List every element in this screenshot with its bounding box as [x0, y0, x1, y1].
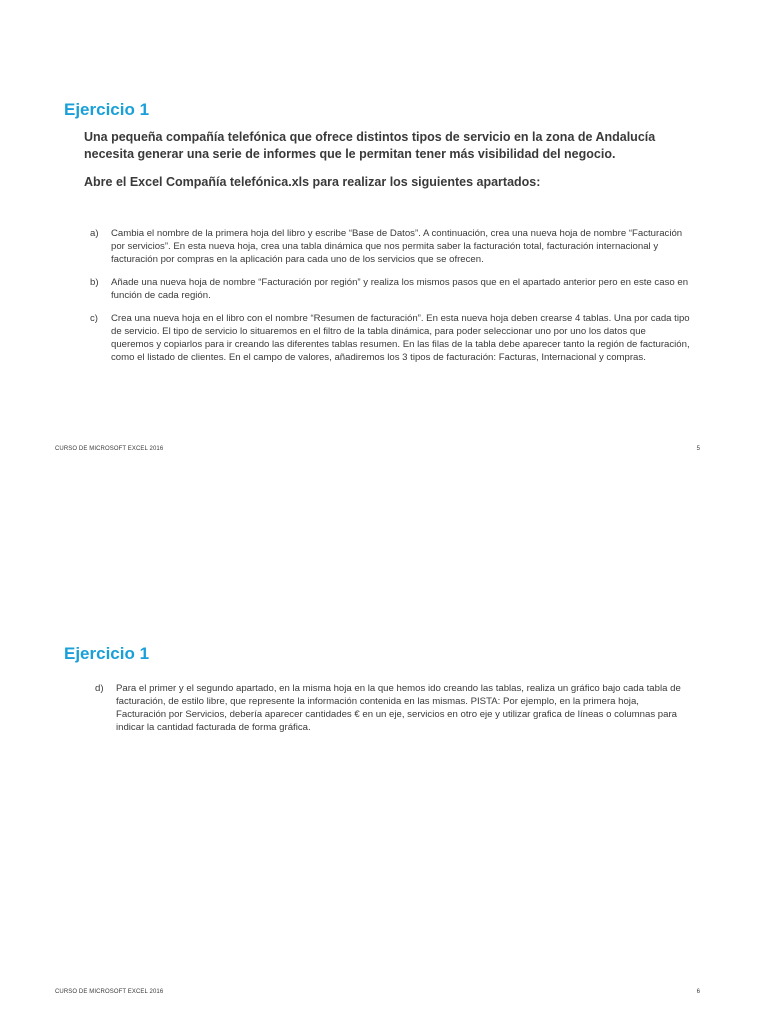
- footer-course-title: CURSO DE MICROSOFT EXCEL 2016: [55, 446, 164, 452]
- exercise-list: [95, 682, 685, 744]
- list-item-text: Para el primer y el segundo apartado, en la misma hoja en la que hemos ido creando las tablas, realiza un gráfico bajo cada tabla de facturación, de estilo libre, que represente la información contenida en las mismas. PISTA: Por ejemplo, en la primera hoja, Facturación por Servicios, debería aparecer cantidades € en un eje, servicios en otro eje y utilizar grafica de líneas o columnas para indicar la cantidad facturada de forma gráfica.: [116, 683, 681, 733]
- instruction-paragraph: Abre el Excel Compañía telefónica.xls para realizar los siguientes apartados:: [84, 175, 541, 189]
- exercise-heading: Ejercicio 1: [64, 100, 150, 119]
- list-item-text: Añade una nueva hoja de nombre “Facturación por región” y realiza los mismos pasos que en el apartado anterior pero en este caso en función de cada región.: [111, 277, 689, 301]
- document-page-6: [0, 560, 768, 1024]
- list-item-text: Cambia el nombre de la primera hoja del libro y escribe “Base de Datos”. A continuación, crea una nueva hoja de nombre “Facturación por servicios”. En esta nueva hoja, crea una tabla dinámica que nos permita saber la facturación total, facturación internacional y facturación por compras en la aplicación para cada uno de los servicios que se ofrecen.: [111, 228, 683, 265]
- list-marker: b): [90, 277, 99, 288]
- footer-page-number: 6: [696, 989, 700, 995]
- list-marker: d): [95, 683, 104, 694]
- footer-page-number: 5: [696, 446, 700, 452]
- exercise-list: [90, 227, 690, 374]
- footer-course-title: CURSO DE MICROSOFT EXCEL 2016: [55, 989, 164, 995]
- list-item-b: [90, 276, 690, 302]
- intro-paragraph: Una pequeña compañía telefónica que ofrece distintos tipos de servicio en la zona de Andalucía necesita generar una serie de informes que le permitan tener más visibilidad del negocio.: [84, 130, 656, 161]
- document-page-5: [0, 0, 768, 470]
- list-item-a: [90, 227, 690, 266]
- list-item-c: [90, 312, 690, 364]
- list-item-d: [95, 682, 685, 734]
- list-marker: a): [90, 228, 99, 239]
- list-marker: c): [90, 313, 98, 324]
- exercise-heading: Ejercicio 1: [64, 644, 150, 663]
- list-item-text: Crea una nueva hoja en el libro con el nombre “Resumen de facturación”. En esta nueva hoja deben crearse 4 tablas. Una por cada tipo de servicio. El tipo de servicio lo situaremos en el filtro de la tabla dinámica, para poder seleccionar uno por uno los datos que queremos y copiarlos para ir creando las diferentes tablas resumen. En las filas de la tabla debe aparecer tanto la región de facturación, como el listado de clientes. En el campo de valores, añadiremos los 3 tipos de facturación: Facturas, Internacional y compras.: [111, 313, 690, 363]
